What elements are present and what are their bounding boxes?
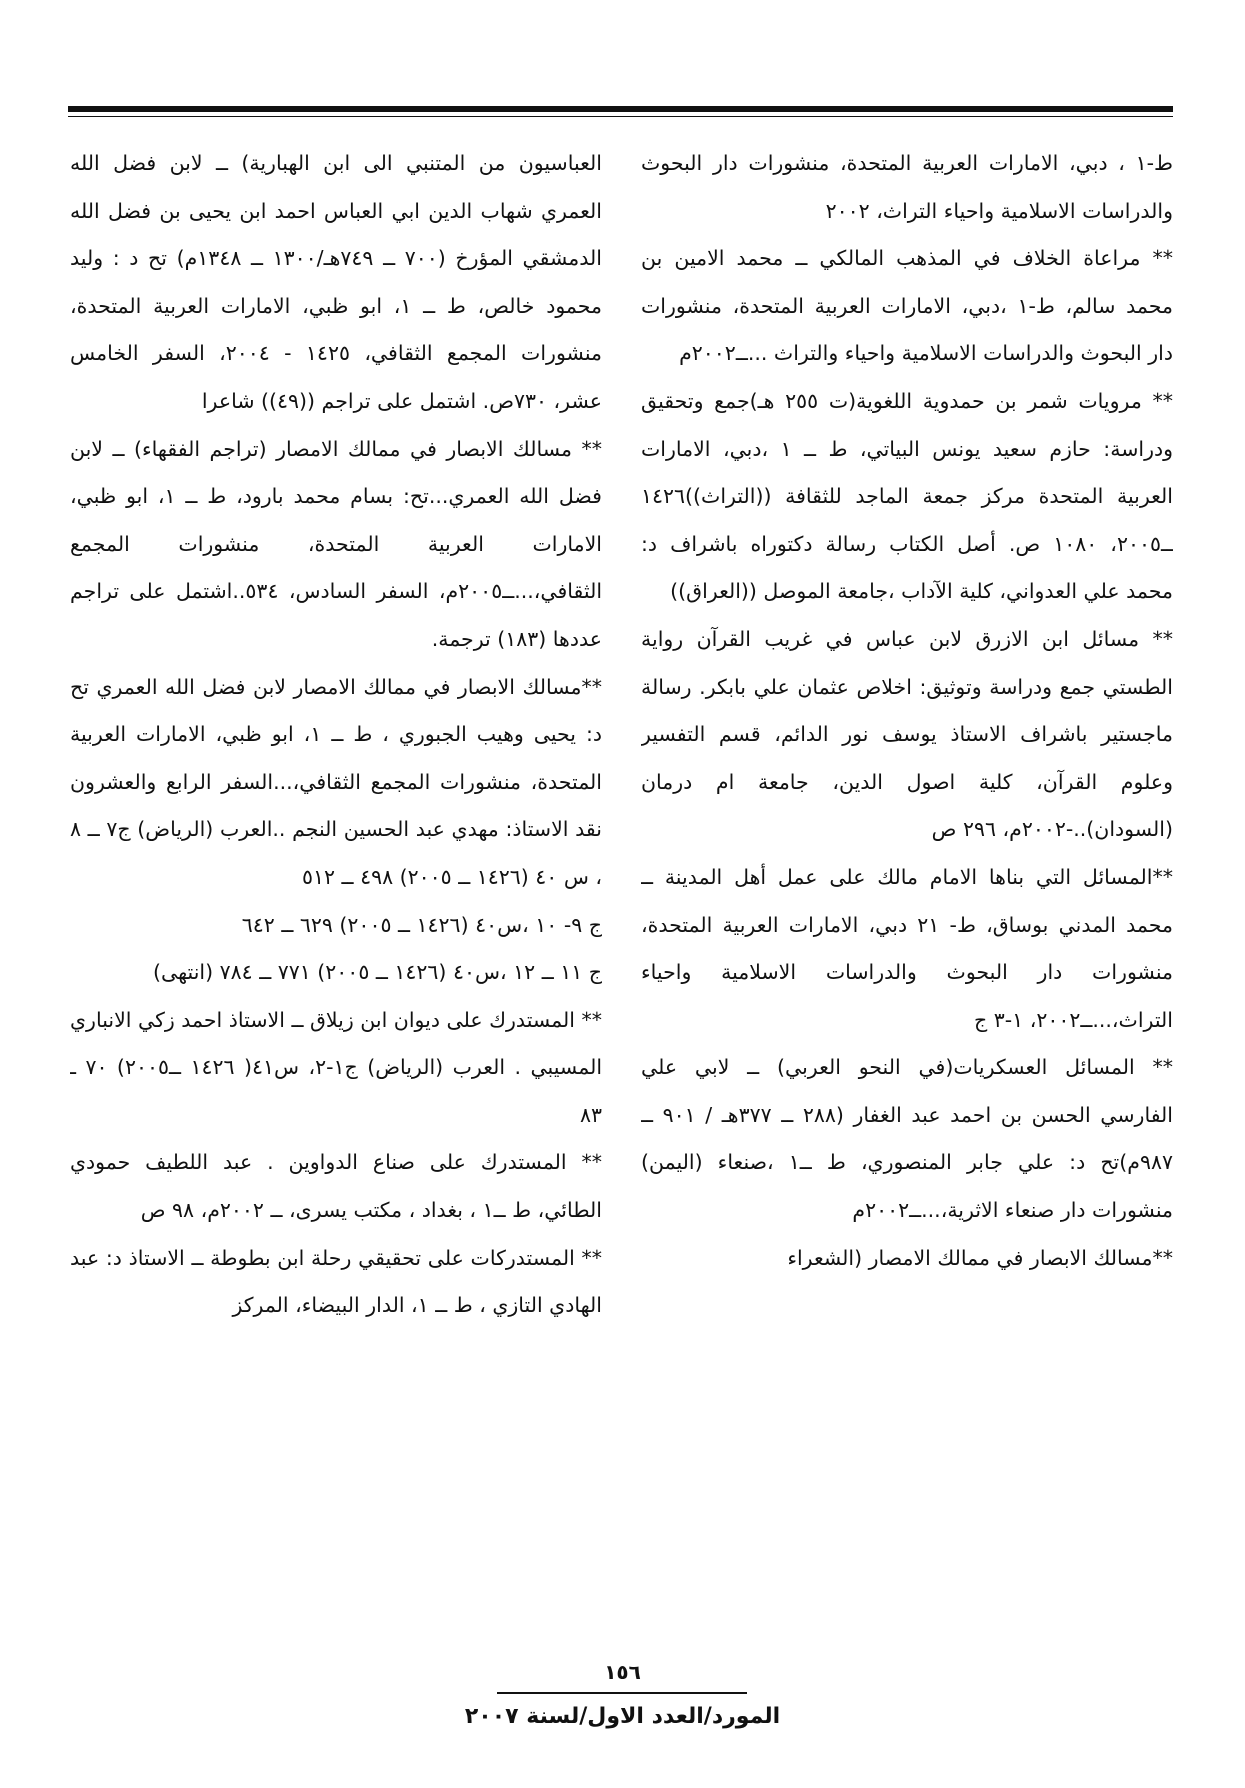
page-number: ١٥٦	[604, 1660, 641, 1684]
journal-footer: المورد/العدد الاول/لسنة ٢٠٠٧	[464, 1704, 781, 1729]
bibliography-entry: ** مسالك الابصار في ممالك الامصار (تراجم الفقهاء) ــ لابن فضل الله العمري...تح: بسام محمد بارود، ط ــ ١، ابو ظبي، الامارات العربية المتحدة، منشورات المجمع الثقافي،...ــ٢٠٠٥م، السفر السادس، ٥٣٤..اشتمل على تراجم عددها (١٨٣) ترجمة.	[70, 436, 602, 651]
header-rule-thin	[68, 116, 1173, 117]
bibliography-entry: ** المستدرك على صناع الدواوين . عبد اللطيف حمودي الطائي، ط ــ١ ، بغداد ، مكتب يسرى، ــ ٢٠٠٢م، ٩٨ ص	[70, 1150, 602, 1223]
bibliography-entry: العباسيون من المتنبي الى ابن الهبارية) ــ لابن فضل الله العمري شهاب الدين ابي العباس احمد ابن يحيى بن فضل الله الدمشقي المؤرخ (٧٠٠ ــ ٧٤٩هـ/١٣٠٠ ــ ١٣٤٨م) تح د : وليد محمود خالص، ط ــ ١، ابو ظبي، الامارات العربية المتحدة، منشورات المجمع الثقافي، ١٤٢٥ - ٢٠٠٤، السفر الخامس عشر، ٧٣٠ص. اشتمل على تراجم ((٤٩)) شاعرا	[70, 151, 602, 413]
bibliography-entry: ** مراعاة الخلاف في المذهب المالكي ــ محمد الامين بن محمد سالم، ط-١ ،دبي، الامارات العربية المتحدة، منشورات دار البحوث والدراسات الاسلامية واحياء والتراث ...ــ٢٠٠٢م	[641, 246, 1173, 366]
right-column	[641, 140, 1173, 1665]
left-column	[70, 140, 602, 1665]
bibliography-entry: ** مرويات شمر بن حمدوية اللغوية(ت ٢٥٥ هـ)جمع وتحقيق ودراسة: حازم سعيد يونس البياتي، ط ــ ١ ،دبي، الامارات العربية المتحدة مركز جمعة الماجد للثقافة ((التراث))١٤٢٦ ــ٢٠٠٥، ١٠٨٠ ص. أصل الكتاب رسالة دكتوراه باشراف د: محمد علي العدواني، كلية الآداب ،جامعة الموصل ((العراق))	[641, 388, 1173, 604]
bibliography-entry: **مسالك الابصار في ممالك الامصار لابن فضل الله العمري تح د: يحيى وهيب الجبوري ، ط ــ ١، ابو ظبي، الامارات العربية المتحدة، منشورات المجمع الثقافي،...السفر الرابع والعشرون نقد الاستاذ: مهدي عبد الحسين النجم ..العرب (الرياض) ج٧ ــ ٨ ، س ٤٠ (١٤٢٦ ــ ٢٠٠٥) ٤٩٨ ــ ٥١٢	[70, 674, 602, 889]
bibliography-entry: ** المستدركات على تحقيقي رحلة ابن بطوطة ــ الاستاذ د: عبد الهادي التازي ، ط ــ ١، الدار البيضاء، المركز	[70, 1245, 602, 1318]
header-rule-thick	[68, 106, 1173, 112]
bibliography-entry: ** المستدرك على ديوان ابن زيلاق ــ الاستاذ احمد زكي الانباري المسيبي . العرب (الرياض) ج١-٢، س٤١( ١٤٢٦ ــ٢٠٠٥) ٧٠ ـ ٨٣	[70, 1007, 602, 1127]
bibliography-entry: **المسائل التي بناها الامام مالك على عمل أهل المدينة ــ محمد المدني بوساق، ط- ٢١ دبي، الامارات العربية المتحدة، منشورات دار البحوث والدراسات الاسلامية واحياء التراث،...ــ٢٠٠٢، ١-٣ ج	[641, 864, 1173, 1032]
bibliography-entry: ج ٩- ١٠ ،س٤٠ (١٤٢٦ ــ ٢٠٠٥) ٦٢٩ ــ ٦٤٢	[241, 912, 602, 937]
bibliography-entry: ** مسائل ابن الازرق لابن عباس في غريب القرآن رواية الطستي جمع ودراسة وتوثيق: اخلاص عثمان علي بابكر. رسالة ماجستير باشراف الاستاذ يوسف نور الدائم، قسم التفسير وعلوم القرآن، كلية اصول الدين، جامعة ام درمان (السودان)..-٢٠٠٢م، ٢٩٦ ص	[641, 626, 1173, 842]
bibliography-entry: ** المسائل العسكريات(في النحو العربي) ــ لابي علي الفارسي الحسن بن احمد عبد الغفار (٢٨٨ ــ ٣٧٧هـ / ٩٠١ ــ ٩٨٧م)تح د: علي جابر المنصوري، ط ــ١ ،صنعاء (اليمن) منشورات دار صنعاء الاثرية،...ــ٢٠٠٢م	[641, 1055, 1173, 1223]
bibliography-entry: ج ١١ ــ ١٢ ،س٤٠ (١٤٢٦ ــ ٢٠٠٥) ٧٧١ ــ ٧٨٤ (انتهى)	[152, 960, 602, 985]
bibliography-entry: **مسالك الابصار في ممالك الامصار (الشعراء	[787, 1245, 1173, 1270]
bibliography-entry: ط-١ ، دبي، الامارات العربية المتحدة، منشورات دار البحوث والدراسات الاسلامية واحياء التراث، ٢٠٠٢	[641, 151, 1173, 223]
footer-rule	[497, 1692, 747, 1694]
